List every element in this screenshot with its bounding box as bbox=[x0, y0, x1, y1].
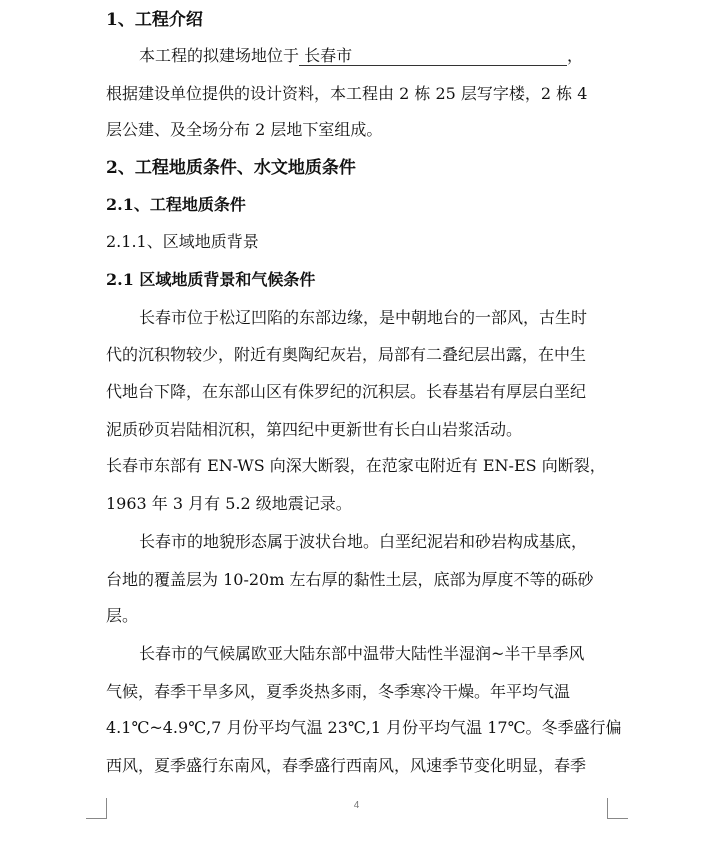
intro-line-1 bbox=[139, 46, 583, 66]
para1-line-1: 长春市位于松辽凹陷的东部边缘，是中朝地台的一部风，古生时 bbox=[139, 308, 588, 327]
location-blank bbox=[299, 47, 567, 66]
para4-line-2: 气候，春季干旱多风，夏季炎热多雨，冬季寒冷干燥。年平均气温 bbox=[106, 682, 571, 701]
heading-1: 1、工程介绍 bbox=[106, 10, 203, 30]
intro-suffix: ， bbox=[567, 46, 584, 65]
location-value: 长春市 bbox=[304, 46, 353, 65]
intro-prefix: 本工程的拟建场地位于 bbox=[139, 46, 300, 65]
heading-2-1-b: 2.1 区域地质背景和气候条件 bbox=[106, 270, 316, 289]
para1-line-2: 代的沉积物较少，附近有奥陶纪灰岩，局部有二叠纪层出露，在中生 bbox=[106, 345, 587, 364]
para2-line-2: 1963 年 3 月有 5.2 级地震记录。 bbox=[106, 494, 352, 513]
para1-line-4: 泥质砂页岩陆相沉积，第四纪中更新世有长白山岩浆活动。 bbox=[106, 420, 523, 439]
para3-line-2: 台地的覆盖层为 10-20m 左右厚的黏性土层，底部为厚度不等的砾砂 bbox=[106, 570, 594, 589]
para4-line-3: 4.1℃~4.9℃,7 月份平均气温 23℃,1 月份平均气温 17℃。冬季盛行偏 bbox=[106, 718, 622, 737]
heading-2-1-1: 2.1.1、区域地质背景 bbox=[106, 232, 259, 251]
para1-line-3: 代地台下降，在东部山区有侏罗纪的沉积层。长春基岩有厚层白垩纪 bbox=[106, 382, 587, 401]
page-number: 4 bbox=[353, 800, 360, 811]
heading-2: 2、工程地质条件、水文地质条件 bbox=[106, 158, 356, 178]
para3-line-1: 长春市的地貌形态属于波状台地。白垩纪泥岩和砂岩构成基底， bbox=[139, 532, 588, 551]
para3-line-3: 层。 bbox=[106, 606, 139, 625]
para2-line-1: 长春市东部有 EN-WS 向深大断裂，在范家屯附近有 EN-ES 向断裂， bbox=[106, 456, 606, 475]
intro-line-2: 根据建设单位提供的设计资料，本工程由 2 栋 25 层写字楼，2 栋 4 bbox=[106, 84, 588, 103]
intro-line-3: 层公建、及全场分布 2 层地下室组成。 bbox=[106, 120, 383, 139]
para4-line-4: 西风，夏季盛行东南风，春季盛行西南风，风速季节变化明显，春季 bbox=[106, 756, 587, 775]
heading-2-1: 2.1、工程地质条件 bbox=[106, 195, 246, 214]
para4-line-1: 长春市的气候属欧亚大陆东部中温带大陆性半湿润~半干旱季风 bbox=[139, 644, 585, 663]
